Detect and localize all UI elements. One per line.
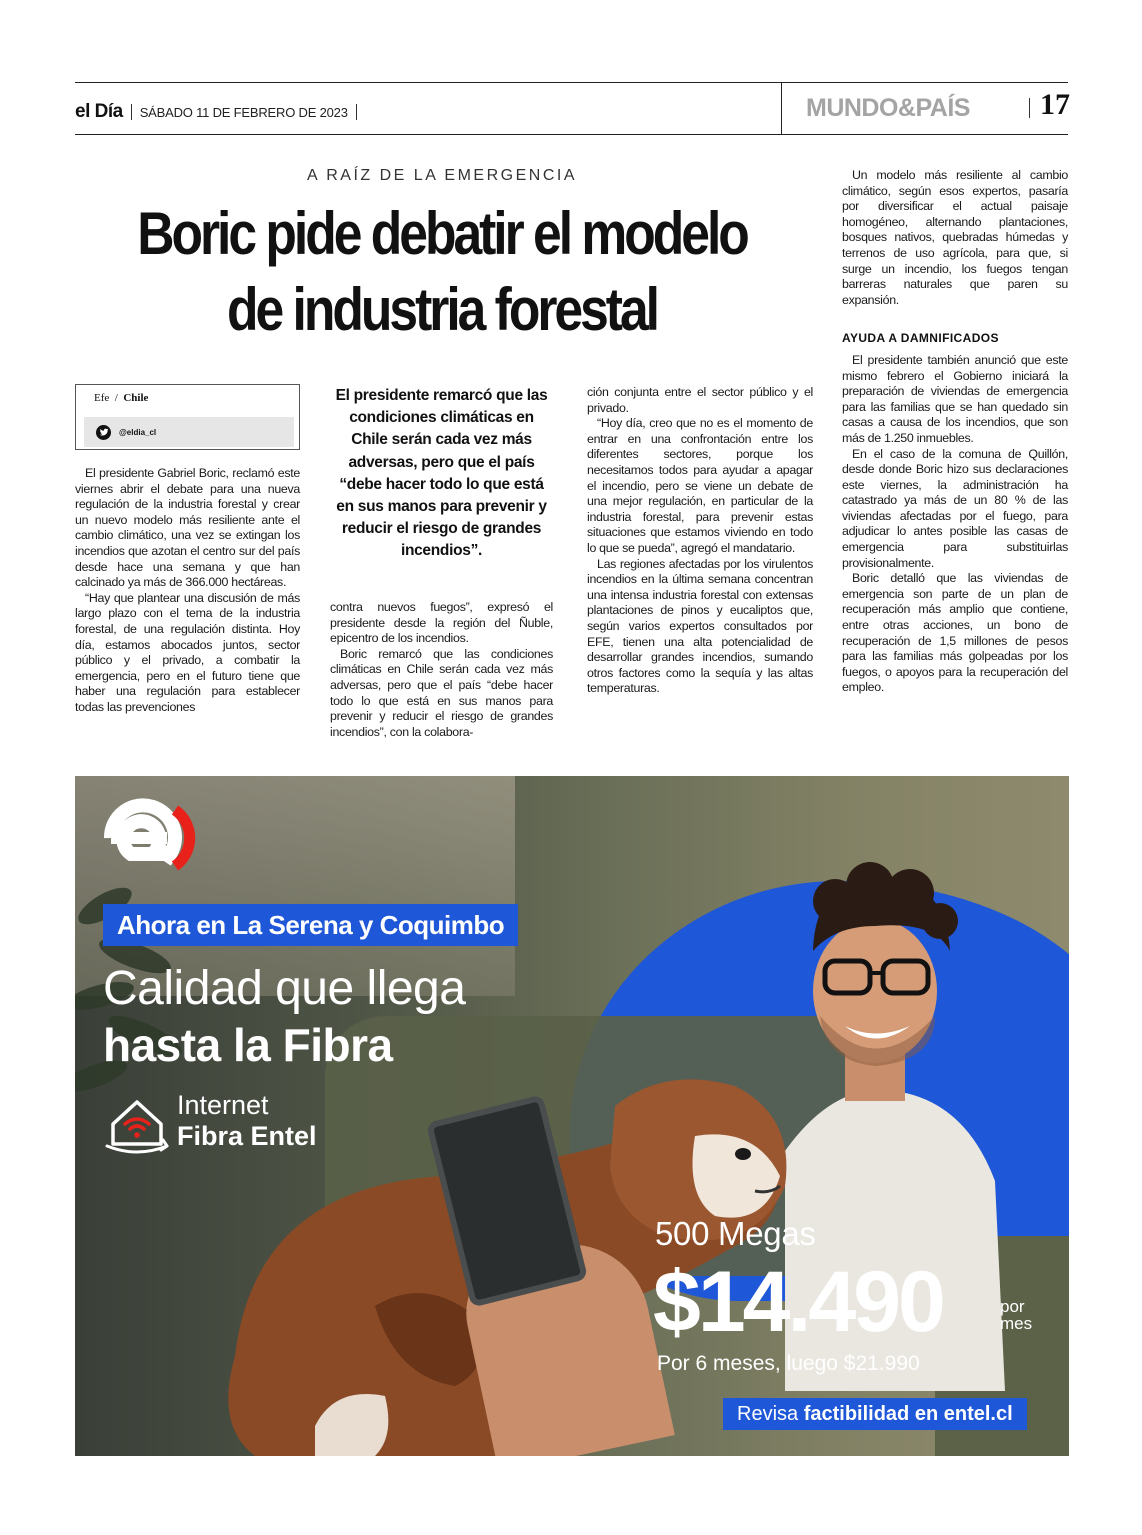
paragraph: El presidente Gabriel Boric, reclamó este viernes abrir el debate para una nueva regulación de la industria forestal y crear un nuevo modelo más resiliente ante el cambio climático, una vez se extingan los incendios que azotan el centro sur del país desde hace una semana y que han calcinado ya más de 366.000 hectáreas.: [75, 466, 300, 590]
section-title: MUNDO&PAÍS: [806, 94, 970, 122]
newspaper-logo: el Día: [75, 101, 123, 122]
paragraph: Boric remarcó que las condiciones climáticas en Chile serán cada vez más adversas, pero que el país “debe hacer todo lo que está en sus manos para prevenir y reducir el riesgo de grandes incendios”, con la colabora-: [330, 646, 553, 739]
article-column-2: [330, 600, 553, 740]
cta-prefix: Revisa: [737, 1403, 804, 1425]
article-headline: Boric pide debatir el modelo de industria forestal: [137, 200, 747, 343]
twitter-handle: @eldia_cl: [119, 427, 157, 437]
ad-tagline-1: Calidad que llega: [103, 962, 466, 1015]
separator: [131, 104, 132, 120]
paragraph: ción conjunta entre el sector público y el privado.: [587, 385, 813, 415]
separator: [356, 104, 357, 120]
byline-credit: Efe / Chile: [94, 392, 149, 404]
header-top-rule: [75, 82, 1068, 83]
page-number: 17: [1040, 88, 1070, 121]
location-badge: Ahora en La Serena y Coquimbo: [103, 904, 518, 946]
product-line-1: Internet: [177, 1090, 269, 1120]
entel-advertisement[interactable]: [75, 776, 1069, 1456]
factibilidad-cta-button[interactable]: [723, 1398, 1027, 1430]
cta-link[interactable]: factibilidad en entel.cl: [803, 1403, 1013, 1425]
paragraph: contra nuevos fuegos”, expresó el presidente desde la región del Ñuble, epicentro de los incendios.: [330, 600, 553, 646]
byline-location: Chile: [123, 392, 149, 404]
article-column-1: [75, 466, 300, 716]
home-wifi-icon: [103, 1094, 171, 1160]
byline-box: [75, 384, 300, 450]
paragraph: “Hay que plantear una discusión de más largo plazo con el tema de la industria forestal, de una regulación distinta. Hoy día, estamos abocados juntos, sector público y el privado, a combatir la emergencia, pero en el futuro tiene que haber una regulación para establecer todas las prevenciones: [75, 590, 300, 714]
article-column-3: [587, 385, 813, 697]
paragraph: En el caso de la comuna de Quillón, desde donde Boric hizo sus declaraciones este viernes, la administración ha catastrado ya más de un 80 % de las viviendas afectadas por el fuego, para adjudicar lo antes posible las casas de emergencia para substituirlas provisionalmente.: [842, 446, 1068, 570]
paragraph: Las regiones afectadas por los virulentos incendios en la última semana concentran una intensa industria forestal con extensas plantaciones de pinos y eucaliptos que, según varios expertos consultados por EFE, tienen una alta potencialidad de desarrollar grandes incendios, sumando otros factores como la sequía y las altas temperaturas.: [587, 556, 813, 696]
product-line-2: Fibra Entel: [177, 1121, 317, 1151]
byline-agency: Efe: [94, 392, 110, 404]
twitter-icon: [96, 425, 111, 440]
article-kicker: A RAÍZ DE LA EMERGENCIA: [307, 167, 577, 184]
ad-tagline-2: hasta la Fibra: [103, 1019, 393, 1071]
paragraph: “Hoy día, creo que no es el momento de entrar en una confrontación entre los diferentes sectores, porque los necesitamos todos para ayudar a apagar el incendio, pero se viene un debate de una mejor regulación, en particular de la industria forestal, para prevenir estas situaciones que estamos viviendo en todo lo que se pueda”, agregó el mandatario.: [587, 416, 813, 555]
paragraph: El presidente también anunció que este mismo febrero el Gobierno iniciará la preparación de viviendas de emergencia para las familias que se han quedado sin casas a causa de los incendios, que son más de 1.250 inmuebles.: [842, 352, 1068, 445]
plan-price: $14.490: [653, 1254, 943, 1350]
paragraph: Un modelo más resiliente al cambio climático, según esos expertos, pasaría por diversificar el actual paisaje homogéneo, alternando plantaciones, bosques nativos, quebradas húmedas y terrenos de uso agrícola, para que, si surge un incendio, los fuegos tengan barreras naturales que paren su expansión.: [842, 168, 1068, 307]
masthead: [75, 100, 357, 124]
header-bottom-rule: [75, 134, 1068, 135]
price-unit: [1000, 1298, 1038, 1332]
pullquote: El presidente remarcó que las condiciones climáticas en Chile serán cada vez más adversas, pero que el país “debe hacer todo lo que está en sus manos para prevenir y reducir el riesgo de grandes incendios”.: [335, 387, 548, 560]
article-column-4: [842, 168, 1068, 696]
paragraph: Boric detalló que las viviendas de emergencia son parte de un plan de recuperación más amplio que contiene, entre otras acciones, un bono de recuperación de 1,5 millones de pesos para las familias más golpeadas por los fuegos, o apoyos para la recuperación del empleo.: [842, 571, 1068, 695]
separator: [1029, 98, 1030, 118]
issue-date: SÁBADO 11 DE FEBRERO DE 2023: [139, 104, 348, 120]
entel-logo-icon: [103, 798, 203, 878]
section-subhead: AYUDA A DAMNIFICADOS: [842, 331, 999, 346]
byline-social: [84, 417, 294, 447]
price-terms: Por 6 meses, luego $21.990: [657, 1352, 920, 1375]
header-divider: [781, 82, 782, 134]
price-unit-text: por mes: [1000, 1297, 1033, 1333]
plan-speed: 500 Megas: [655, 1215, 816, 1252]
